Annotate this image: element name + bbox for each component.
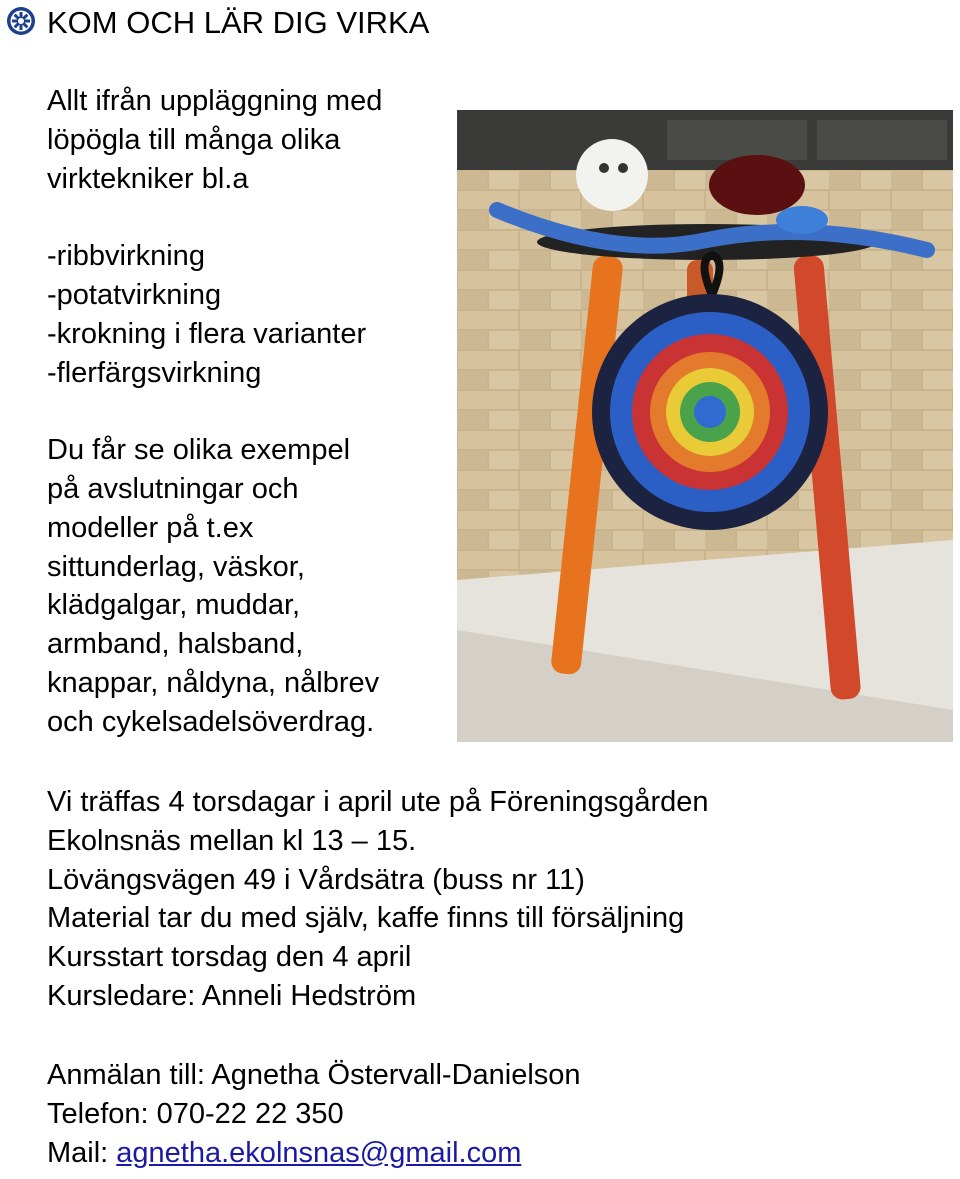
email-link[interactable]: agnetha.ekolnsnas@gmail.com bbox=[116, 1136, 522, 1169]
info-line: Kursledare: Anneli Hedström bbox=[47, 979, 417, 1012]
mail-line bbox=[47, 1134, 947, 1173]
examples-line: sittunderlag, väskor, bbox=[47, 550, 305, 583]
phone-line: Telefon: 070-22 22 350 bbox=[47, 1097, 344, 1130]
info-line: Ekolnsnäs mellan kl 13 – 15. bbox=[47, 824, 417, 857]
intro-line: löpögla till många olika bbox=[47, 123, 341, 156]
examples-line: på avslutningar och bbox=[47, 472, 299, 505]
contact-info bbox=[47, 1056, 947, 1172]
examples-line: modeller på t.ex bbox=[47, 511, 254, 544]
info-line: Lövängsvägen 49 i Vårdsätra (buss nr 11) bbox=[47, 863, 585, 896]
intro-line: virktekniker bl.a bbox=[47, 162, 249, 195]
examples-line: klädgalgar, muddar, bbox=[47, 589, 301, 622]
technique-item: -potatvirkning bbox=[47, 278, 222, 311]
technique-item: -flerfärgsvirkning bbox=[47, 356, 262, 389]
association-logo-icon bbox=[6, 6, 36, 36]
course-info bbox=[47, 783, 947, 1016]
crochet-stool-photo bbox=[457, 110, 953, 742]
info-line: Kursstart torsdag den 4 april bbox=[47, 941, 412, 974]
info-line: Material tar du med själv, kaffe finns till försäljning bbox=[47, 902, 685, 935]
mail-label: Mail: bbox=[47, 1136, 117, 1169]
left-column bbox=[47, 82, 447, 742]
technique-item: -krokning i flera varianter bbox=[47, 317, 367, 350]
examples-line: och cykelsadelsöverdrag. bbox=[47, 705, 375, 738]
signup-line: Anmälan till: Agnetha Östervall-Danielson bbox=[47, 1059, 581, 1091]
examples-line: Du får se olika exempel bbox=[47, 434, 351, 467]
page-title: KOM OCH LÄR DIG VIRKA bbox=[47, 5, 430, 40]
examples-line: armband, halsband, bbox=[47, 628, 304, 661]
examples-line: knappar, nåldyna, nålbrev bbox=[47, 666, 380, 699]
technique-item: -ribbvirkning bbox=[47, 240, 205, 273]
info-line: Vi träffas 4 torsdagar i april ute på Föreningsgården bbox=[47, 786, 709, 818]
intro-line: Allt ifrån uppläggning med bbox=[47, 85, 383, 117]
